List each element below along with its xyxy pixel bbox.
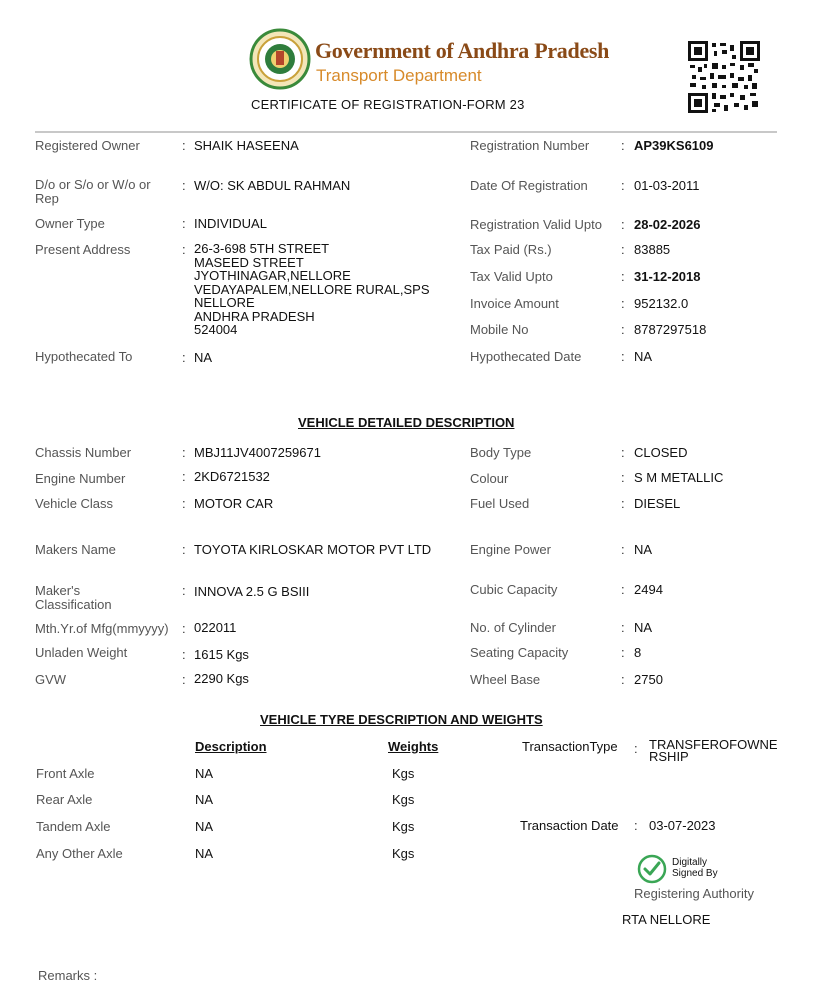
axle-weight: Kgs (392, 819, 415, 834)
registered-owner-label: Registered Owner (35, 138, 140, 153)
colon: : (621, 542, 625, 557)
colon: : (621, 620, 625, 635)
colon: : (621, 470, 625, 485)
axle-desc: NA (195, 819, 214, 834)
colon: : (182, 445, 186, 460)
engine-power-label: Engine Power (470, 542, 551, 557)
fuel-value: DIESEL (634, 496, 681, 511)
digital-signature-check-icon (637, 854, 667, 884)
unladen-label: Unladen Weight (35, 645, 128, 660)
axle-desc: NA (195, 792, 214, 807)
colon: : (621, 217, 625, 232)
body-type-value: CLOSED (634, 445, 688, 460)
relation-label: D/o or S/o or W/o or Rep (35, 177, 151, 206)
address-label: Present Address (35, 242, 131, 257)
vehicle-section-title: VEHICLE DETAILED DESCRIPTION (298, 415, 515, 430)
colon: : (182, 178, 186, 193)
transaction-type-value: TRANSFEROFOWNE RSHIP (649, 737, 778, 764)
tyre-section-title: VEHICLE TYRE DESCRIPTION AND WEIGHTS (260, 712, 543, 727)
engine-power-value: NA (634, 542, 653, 557)
axle-label: Front Axle (36, 766, 95, 781)
unladen-value: 1615 Kgs (194, 647, 249, 662)
makers-label: Makers Name (35, 542, 116, 557)
colon: : (182, 242, 186, 257)
mobile-label: Mobile No (470, 322, 529, 337)
body-type-label: Body Type (470, 445, 532, 460)
invoice-value: 952132.0 (634, 296, 689, 311)
registered-owner-value: SHAIK HASEENA (194, 138, 299, 153)
valid-upto-label: Registration Valid Upto (470, 217, 602, 232)
colon: : (621, 322, 625, 337)
seating-label: Seating Capacity (470, 645, 569, 660)
colon: : (621, 445, 625, 460)
gvw-label: GVW (35, 672, 67, 687)
chassis-label: Chassis Number (35, 445, 132, 460)
colon: : (182, 542, 186, 557)
colon: : (621, 242, 625, 257)
colon: : (182, 216, 186, 231)
transaction-date-label: Transaction Date (520, 818, 619, 833)
address-value: 26-3-698 5TH STREET MASEED STREET JYOTHINAGAR,NELLORE VEDAYAPALEM,NELLORE RURAL,SPS NELLORE ANDHRA PRADESH 524004 (194, 241, 430, 337)
colon: : (634, 741, 638, 756)
axle-label: Tandem Axle (36, 819, 111, 834)
qr-code-icon (688, 41, 760, 113)
chassis-value: MBJ11JV4007259671 (194, 445, 321, 460)
hyp-date-label: Hypothecated Date (470, 349, 582, 364)
tax-valid-value: 31-12-2018 (634, 269, 701, 284)
weights-header: Weights (388, 739, 439, 754)
tax-paid-value: 83885 (634, 242, 671, 257)
tax-paid-label: Tax Paid (Rs.) (470, 242, 552, 257)
axle-label: Rear Axle (36, 792, 93, 807)
engine-value: 2KD6721532 (194, 469, 270, 484)
colon: : (182, 350, 186, 365)
cylinder-label: No. of Cylinder (470, 620, 556, 635)
cylinder-value: NA (634, 620, 653, 635)
remarks-label: Remarks : (38, 968, 98, 983)
axle-weight: Kgs (392, 792, 415, 807)
wheelbase-label: Wheel Base (470, 672, 541, 687)
valid-upto-value: 28-02-2026 (634, 217, 701, 232)
colon: : (621, 349, 625, 364)
relation-value: W/O: SK ABDUL RAHMAN (194, 178, 351, 193)
colon: : (621, 582, 625, 597)
colon: : (182, 583, 186, 598)
state-emblem-logo (249, 28, 311, 90)
reg-date-label: Date Of Registration (470, 178, 588, 193)
invoice-label: Invoice Amount (470, 296, 559, 311)
seating-value: 8 (634, 645, 642, 660)
axle-desc: NA (195, 766, 214, 781)
wheelbase-value: 2750 (634, 672, 663, 687)
mfg-value: 022011 (194, 620, 237, 635)
digitally-signed-text: Digitally Signed By (672, 857, 718, 879)
colon: : (182, 647, 186, 662)
classification-value: INNOVA 2.5 G BSIII (194, 584, 310, 599)
vehicle-class-value: MOTOR CAR (194, 496, 274, 511)
colon: : (621, 496, 625, 511)
colon: : (621, 178, 625, 193)
colon: : (634, 818, 638, 833)
tax-valid-label: Tax Valid Upto (470, 269, 553, 284)
registering-authority: Registering Authority (634, 886, 754, 901)
transaction-type-label: TransactionType (522, 739, 618, 754)
colon: : (621, 645, 625, 660)
axle-label: Any Other Axle (36, 846, 123, 861)
colon: : (182, 672, 186, 687)
colon: : (182, 496, 186, 511)
hypothecated-to-value: NA (194, 350, 213, 365)
department-name: Transport Department (316, 66, 482, 85)
rta-office: RTA NELLORE (622, 912, 711, 927)
axle-weight: Kgs (392, 846, 415, 861)
colon: : (621, 296, 625, 311)
owner-type-label: Owner Type (35, 216, 105, 231)
reg-number-value: AP39KS6109 (634, 138, 714, 153)
government-name: Government of Andhra Pradesh (315, 38, 610, 63)
mobile-value: 8787297518 (634, 322, 707, 337)
colon: : (621, 138, 625, 153)
owner-type-value: INDIVIDUAL (194, 216, 267, 231)
description-header: Description (195, 739, 267, 754)
reg-number-label: Registration Number (470, 138, 590, 153)
colon: : (182, 621, 186, 636)
makers-value: TOYOTA KIRLOSKAR MOTOR PVT LTD (194, 542, 432, 557)
axle-weight: Kgs (392, 766, 415, 781)
fuel-label: Fuel Used (470, 496, 530, 511)
engine-label: Engine Number (35, 471, 126, 486)
gvw-value: 2290 Kgs (194, 671, 249, 686)
cubic-capacity-label: Cubic Capacity (470, 582, 558, 597)
hyp-date-value: NA (634, 349, 653, 364)
cubic-capacity-value: 2494 (634, 582, 663, 597)
hypothecated-to-label: Hypothecated To (35, 349, 133, 364)
colon: : (182, 469, 186, 484)
vehicle-class-label: Vehicle Class (35, 496, 114, 511)
classification-label: Maker's Classification (35, 583, 112, 612)
header-divider (35, 131, 777, 133)
colour-label: Colour (470, 471, 509, 486)
colon: : (182, 138, 186, 153)
certificate-title: CERTIFICATE OF REGISTRATION-FORM 23 (251, 97, 525, 112)
colon: : (621, 269, 625, 284)
mfg-label: Mth.Yr.of Mfg(mmyyyy) (35, 621, 169, 636)
colon: : (621, 672, 625, 687)
colour-value: S M METALLIC (634, 470, 724, 485)
transaction-date-value: 03-07-2023 (649, 818, 716, 833)
axle-desc: NA (195, 846, 214, 861)
reg-date-value: 01-03-2011 (634, 178, 700, 193)
